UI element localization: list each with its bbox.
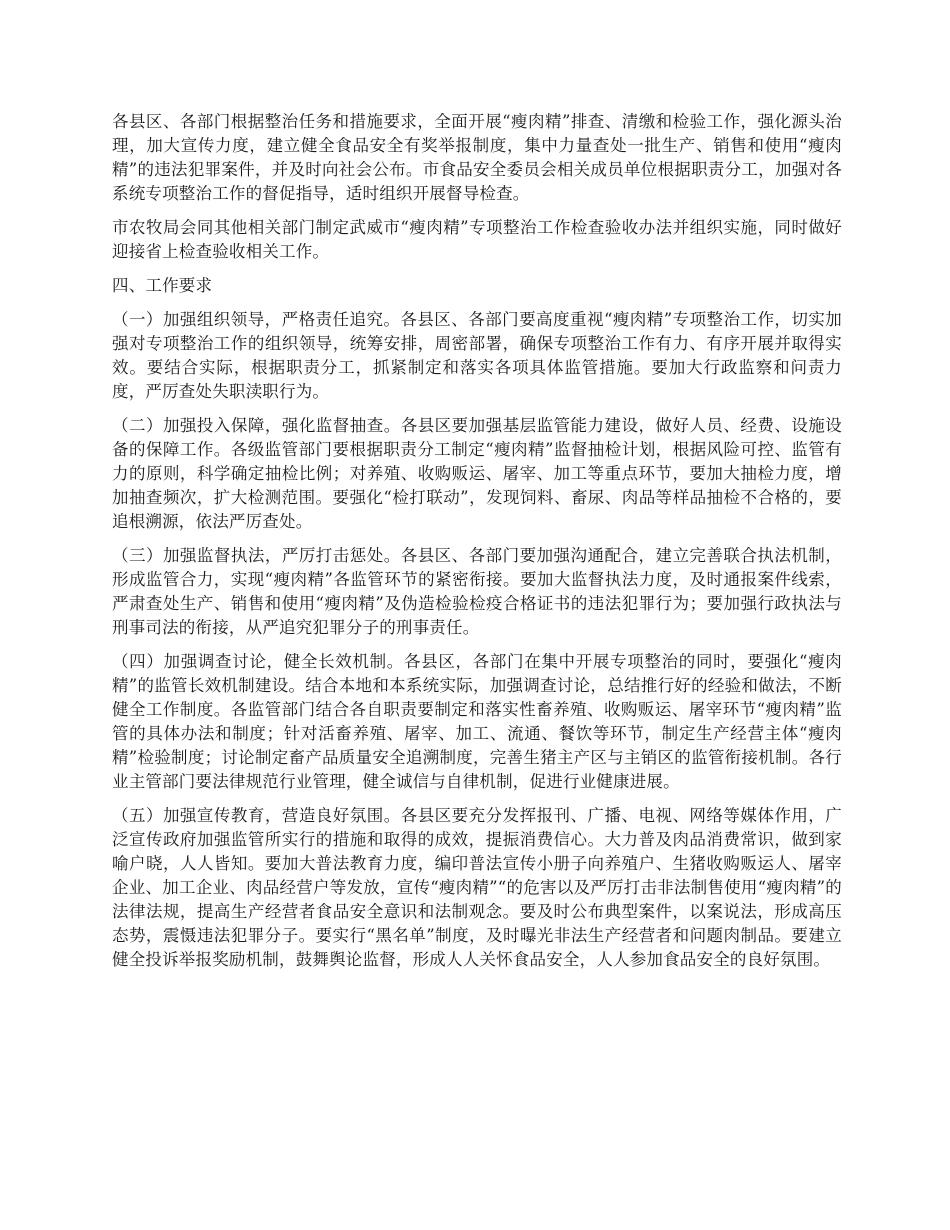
- paragraph-requirement-3: （三）加强监督执法，严厉打击惩处。各县区、各部门要加强沟通配合，建立完善联合执法机制，形成监管合力，实现“瘦肉精”各监管环节的紧密衔接。要加大监督执法力度，及时通报案件线索，严肃查处生产、销售和使用“瘦肉精”及伪造检验检疫合格证书的违法犯罪行为；要加强行政执法与刑事司法的衔接，从严追究犯罪分子的刑事责任。: [112, 546, 842, 637]
- paragraph-requirement-4: （四）加强调查讨论，健全长效机制。各县区，各部门在集中开展专项整治的同时，要强化“瘦肉精”的监管长效机制建设。结合本地和本系统实际，加强调查讨论，总结推行好的经验和做法，不断健全工作制度。各监管部门结合各自职责要制定和落实性畜养殖、收购贩运、屠宰环节“瘦肉精”监管的具体办法和制度；针对活畜养殖、屠宰、加工、流通、餐饮等环节，制定生产经营主体“瘦肉精”检验制度；讨论制定畜产品质量安全追溯制度，完善生猪主产区与主销区的监管衔接机制。各行业主管部门要法律规范行业管理，健全诚信与自律机制，促进行业健康进展。: [112, 652, 842, 791]
- section-heading-work-requirements: 四、工作要求: [112, 276, 213, 295]
- document-body: [112, 110, 842, 982]
- paragraph-enforcement-overview: 各县区、各部门根据整治任务和措施要求，全面开展“瘦肉精”排查、清缴和检验工作，强化源头治理，加大宣传力度，建立健全食品安全有奖举报制度，集中力量查处一批生产、销售和使用“瘦肉精”的违法犯罪案件，并及时向社会公布。市食品安全委员会相关成员单位根据职责分工，加强对各系统专项整治工作的督促指导，适时组织开展督导检查。: [112, 112, 842, 203]
- paragraph-requirement-2: （二）加强投入保障，强化监督抽查。各县区要加强基层监管能力建设，做好人员、经费、设施设备的保障工作。各级监管部门要根据职责分工制定“瘦肉精”监督抽检计划，根据风险可控、监管有力的原则，科学确定抽检比例；对养殖、收购贩运、屠宰、加工等重点环节，要加大抽检力度，增加抽查频次，扩大检测范围。要强化“检打联动”，发现饲料、畜尿、肉品等样品抽检不合格的，要追根溯源，依法严厉查处。: [112, 416, 842, 531]
- paragraph-requirement-5: （五）加强宣传教育，营造良好氛围。各县区要充分发挥报刊、广播、电视、网络等媒体作用，广泛宣传政府加强监管所实行的措施和取得的成效，提振消费信心。大力普及肉品消费常识，做到家喻户晓，人人皆知。要加大普法教育力度，编印普法宣传小册子向养殖户、生猪收购贩运人、屠宰企业、加工企业、肉品经营户等发放，宣传“瘦肉精”“的危害以及严厉打击非法制售使用“瘦肉精”的法律法规，提高生产经营者食品安全意识和法制观念。要及时公布典型案件，以案说法，形成高压态势，震慑违法犯罪分子。要实行“黑名单”制度，及时曝光非法生产经营者和问题肉制品。要建立健全投诉举报奖励机制，鼓舞舆论监督，形成人人关怀食品安全，人人参加食品安全的良好氛围。: [112, 806, 842, 969]
- paragraph-inspection-acceptance: 市农牧局会同其他相关部门制定武威市“瘦肉精”专项整治工作检查验收办法并组织实施，同时做好迎接省上检查验收相关工作。: [112, 218, 842, 261]
- paragraph-requirement-1: （一）加强组织领导，严格责任追究。各县区、各部门要高度重视“瘦肉精”专项整治工作，切实加强对专项整治工作的组织领导，统筹安排，周密部署，确保专项整治工作有力、有序开展并取得实效。要结合实际，根据职责分工，抓紧制定和落实各项具体监管措施。要加大行政监察和问责力度，严厉查处失职渎职行为。: [112, 310, 842, 401]
